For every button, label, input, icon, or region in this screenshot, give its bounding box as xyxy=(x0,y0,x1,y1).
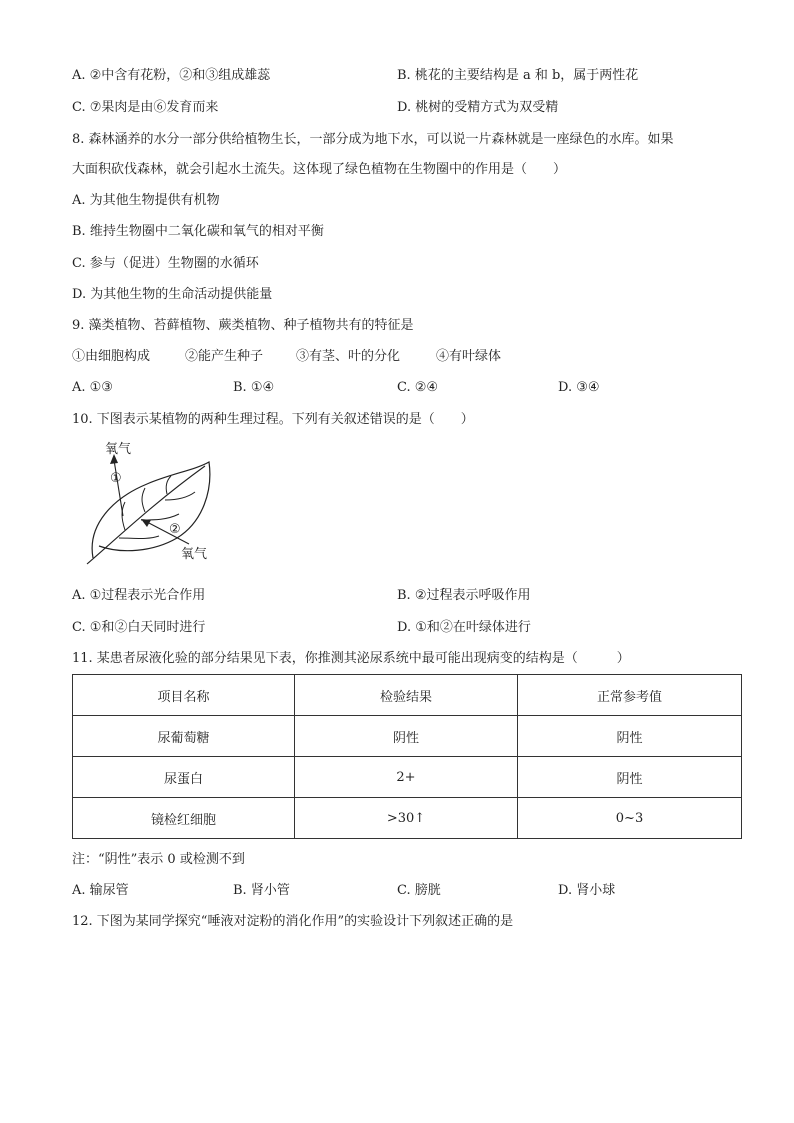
table-cell: >30↑ xyxy=(295,798,518,839)
table-cell: 尿蛋白 xyxy=(73,757,295,798)
table-cell: 阴性 xyxy=(295,716,518,757)
q11-option-b: B. 肾小管 xyxy=(233,883,290,898)
q9-option-d: D. ③④ xyxy=(558,380,600,395)
q8-option-c: C. 参与（促进）生物圈的水循环 xyxy=(72,256,259,271)
q7-option-d: D. 桃树的受精方式为双受精 xyxy=(397,100,559,115)
q8-stem-line1: 8. 森林涵养的水分一部分供给植物生长，一部分成为地下水，可以说一片森林就是一座绿色的水库。如果 xyxy=(72,132,674,147)
q9-item-3: ③有茎、叶的分化 xyxy=(296,349,401,364)
leaf-vein xyxy=(141,514,179,520)
q8-option-d: D. 为其他生物的生命活动提供能量 xyxy=(72,287,273,302)
q8-option-a: A. 为其他生物提供有机物 xyxy=(72,193,220,208)
q10-stem: 10. 下图表示某植物的两种生理过程。下列有关叙述错误的是（ ） xyxy=(72,412,474,427)
q7-option-b: B. 桃花的主要结构是 a 和 b，属于两性花 xyxy=(397,68,639,83)
q10-option-c: C. ①和②白天同时进行 xyxy=(72,620,206,635)
q7-option-a: A. ②中含有花粉，②和③组成雄蕊 xyxy=(72,68,271,83)
table-cell: 阴性 xyxy=(518,757,742,798)
q8-option-b: B. 维持生物圈中二氧化碳和氧气的相对平衡 xyxy=(72,224,324,239)
table-cell: 尿葡萄糖 xyxy=(73,716,295,757)
table-cell: 2+ xyxy=(295,757,518,798)
q10-option-a: A. ①过程表示光合作用 xyxy=(72,588,206,603)
q7-option-c: C. ⑦果肉是由⑥发育而来 xyxy=(72,100,219,115)
q9-item-4: ④有叶绿体 xyxy=(436,349,502,364)
table-row xyxy=(73,716,742,757)
leaf-vein xyxy=(142,488,145,512)
q10-option-d: D. ①和②在叶绿体进行 xyxy=(397,620,531,635)
table-header-row xyxy=(73,675,742,716)
q9-item-1: ①由细胞构成 xyxy=(72,349,151,364)
marker-2: ② xyxy=(169,522,181,537)
q9-option-c: C. ②④ xyxy=(397,380,439,395)
q11-stem: 11. 某患者尿液化验的部分结果见下表，你推测其泌尿系统中最可能出现病变的结构是（ ） xyxy=(72,651,630,666)
q11-option-d: D. 肾小球 xyxy=(558,883,616,898)
table-cell: 0~3 xyxy=(518,798,742,839)
q9-option-b: B. ①④ xyxy=(233,380,275,395)
q9-stem: 9. 藻类植物、苔藓植物、蕨类植物、种子植物共有的特征是 xyxy=(72,318,414,333)
q8-stem-line2: 大面积砍伐森林，就会引起水土流失。这体现了绿色植物在生物圈中的作用是（ ） xyxy=(72,162,567,177)
leaf-diagram xyxy=(85,440,225,568)
table-cell: 阴性 xyxy=(518,716,742,757)
q9-option-a: A. ①③ xyxy=(72,380,113,395)
marker-1: ① xyxy=(110,471,122,486)
leaf-vein xyxy=(119,536,159,539)
arrow-1 xyxy=(114,460,123,516)
table-header-cell: 检验结果 xyxy=(295,675,518,716)
q9-item-2: ②能产生种子 xyxy=(185,349,264,364)
table-row xyxy=(73,757,742,798)
table-header-cell: 项目名称 xyxy=(73,675,295,716)
q12-stem: 12. 下图为某同学探究“唾液对淀粉的消化作用”的实验设计下列叙述正确的是 xyxy=(72,914,514,929)
q11-option-a: A. 输尿管 xyxy=(72,883,129,898)
arrow-2 xyxy=(147,522,189,544)
table-cell: 镜检红细胞 xyxy=(73,798,295,839)
q10-option-b: B. ②过程表示呼吸作用 xyxy=(397,588,531,603)
urinalysis-table xyxy=(72,674,742,839)
oxygen-label-top: 氧气 xyxy=(105,442,132,457)
table-row xyxy=(73,798,742,839)
q11-note: 注：“阴性”表示 0 或检测不到 xyxy=(72,852,245,867)
table-header-cell: 正常参考值 xyxy=(518,675,742,716)
oxygen-label-bottom: 氧气 xyxy=(181,547,208,562)
q11-option-c: C. 膀胱 xyxy=(397,883,441,898)
leaf-vein xyxy=(166,476,171,494)
